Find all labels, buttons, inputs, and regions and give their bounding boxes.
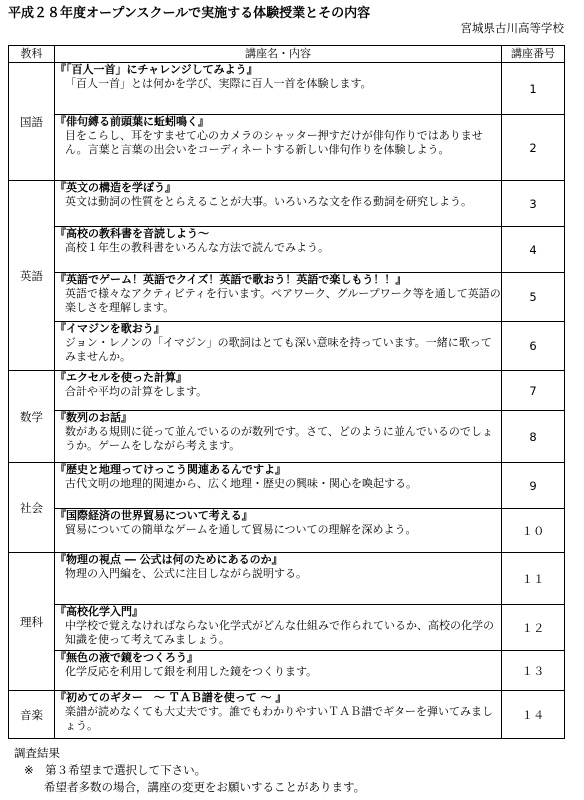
course-title: 『歴史と地理ってけっこう関連あるんですよ』 [55, 463, 286, 476]
course-number: 8 [502, 411, 565, 463]
table-row [9, 273, 565, 322]
table-row [9, 605, 565, 651]
course-title: 『物理の視点 ― 公式は何のためにあるのか』 [55, 553, 283, 566]
course-cell [55, 605, 502, 651]
subject-cell: 数学 [9, 371, 55, 463]
course-cell [55, 181, 502, 227]
course-cell [55, 463, 502, 509]
course-title: 『無色の液で鏡をつくろう』 [55, 651, 198, 664]
table-row [9, 115, 565, 181]
course-desc: 楽譜が読めなくても大丈夫です。誰でもわかりやすいＴＡＢ譜でギターを弾いてみましょう。 [65, 705, 494, 732]
course-number: １０ [502, 509, 565, 553]
course-number: 2 [502, 115, 565, 181]
subject-cell: 英語 [9, 181, 55, 371]
course-desc: 英文は動詞の性質をとらえることが大事。いろいろな文を作る動詞を研究しよう。 [65, 195, 472, 208]
course-cell [55, 273, 502, 322]
course-title: 『英文の構造を学ぼう』 [55, 181, 176, 194]
table-row [9, 322, 565, 371]
course-title: 『英語でゲーム！英語でクイズ！英語で歌おう！英語で楽しもう！！』 [55, 273, 407, 286]
table-row [9, 509, 565, 553]
course-cell [55, 115, 502, 181]
table-row [9, 463, 565, 509]
table-row [9, 63, 565, 115]
course-number: 5 [502, 273, 565, 322]
school-name: 宮城県古川高等学校 [460, 21, 564, 35]
course-number: 9 [502, 463, 565, 509]
course-desc: 合計や平均の計算をします。 [65, 385, 208, 398]
course-desc: 「百人一首」とは何かを学び、実際に百人一首を体験します。 [65, 77, 372, 90]
course-desc: 数がある規則に従って並んでいるのが数列です。さて、どのように並んでいるのでしょうか。ゲームをしながら考えます。 [65, 425, 493, 452]
page-title: 平成２８年度オープンスクールで実施する体験授業とその内容 [8, 6, 371, 21]
table-row [9, 651, 565, 691]
course-desc: 英語で様々なアクティビティを行います。ペアワーク、グループワーク等を通して英語の楽しさを理解します。 [65, 287, 501, 314]
footer-note-choice: ※ 第３希望まで選択して下さい。 [24, 763, 207, 777]
course-number: １１ [502, 553, 565, 605]
course-number: １４ [502, 691, 565, 739]
table-row [9, 553, 565, 605]
course-title: 『「百人一首」にチャレンジしてみよう』 [55, 63, 258, 76]
course-title: 『高校の教科書を音読しよう～ [55, 227, 209, 240]
table-row [9, 181, 565, 227]
course-number: 4 [502, 227, 565, 273]
course-cell [55, 63, 502, 115]
course-cell [55, 691, 502, 739]
course-desc: 目をこらし、耳をすませて心のカメラのシャッター押すだけが俳句作りではありません。言葉と言葉の出会いをコーディネートする新しい俳句作りを体験しよう。 [65, 129, 483, 156]
survey-footer [14, 745, 365, 796]
table-row [9, 411, 565, 463]
header-subject: 教科 [9, 46, 55, 63]
course-number: １２ [502, 605, 565, 651]
course-number: １３ [502, 651, 565, 691]
course-title: 『初めてのギター ～ ＴＡＢ譜を使って ～ 』 [55, 691, 287, 704]
course-number: 1 [502, 63, 565, 115]
footer-heading: 調査結果 [14, 746, 60, 760]
course-cell [55, 651, 502, 691]
course-cell [55, 322, 502, 371]
course-desc: 化学反応を利用して銀を利用した鏡をつくります。 [65, 665, 318, 678]
subject-cell: 音楽 [9, 691, 55, 739]
course-title: 『イマジンを歌おう』 [55, 322, 165, 335]
course-table [8, 45, 565, 739]
course-number: 3 [502, 181, 565, 227]
subject-cell: 社会 [9, 463, 55, 553]
course-title: 『数列のお話』 [55, 411, 132, 424]
course-title: 『エクセルを使った計算』 [55, 371, 187, 384]
footer-note-change: 希望者多数の場合，講座の変更をお願いすることがあります。 [44, 780, 366, 794]
course-title: 『高校化学入門』 [55, 605, 143, 618]
course-cell [55, 411, 502, 463]
subject-cell: 理科 [9, 553, 55, 691]
subject-cell: 国語 [9, 63, 55, 181]
course-desc: 高校１年生の教科書をいろんな方法で読んでみよう。 [65, 241, 329, 254]
table-row [9, 371, 565, 411]
course-desc: 貿易についての簡単なゲームを通して貿易についての理解を深めよう。 [65, 523, 417, 536]
course-number: 6 [502, 322, 565, 371]
course-title: 『俳句縛る前頭葉に蚯蚓鳴く』 [55, 115, 209, 128]
course-desc: ジョン・レノンの「イマジン」の歌詞はとても深い意味を持っています。一緒に歌ってみませんか。 [65, 336, 492, 363]
course-desc: 古代文明の地理的関連から、広く地理・歴史の興味・関心を喚起する。 [65, 477, 417, 490]
course-cell [55, 553, 502, 605]
table-header-row [9, 46, 565, 63]
header-number: 講座番号 [502, 46, 565, 63]
course-cell [55, 371, 502, 411]
course-number: 7 [502, 371, 565, 411]
table-row [9, 227, 565, 273]
course-cell [55, 509, 502, 553]
course-desc: 中学校で覚えなければならない化学式がどんな仕組みで作られているか、高校の化学の知識を使って考えてみましょう。 [65, 619, 494, 646]
course-cell [55, 227, 502, 273]
course-title: 『国際経済の世界貿易について考える』 [55, 509, 253, 522]
course-desc: 物理の入門編を、公式に注目しながら説明する。 [65, 567, 307, 580]
table-row [9, 691, 565, 739]
header-course: 講座名・内容 [55, 46, 502, 63]
